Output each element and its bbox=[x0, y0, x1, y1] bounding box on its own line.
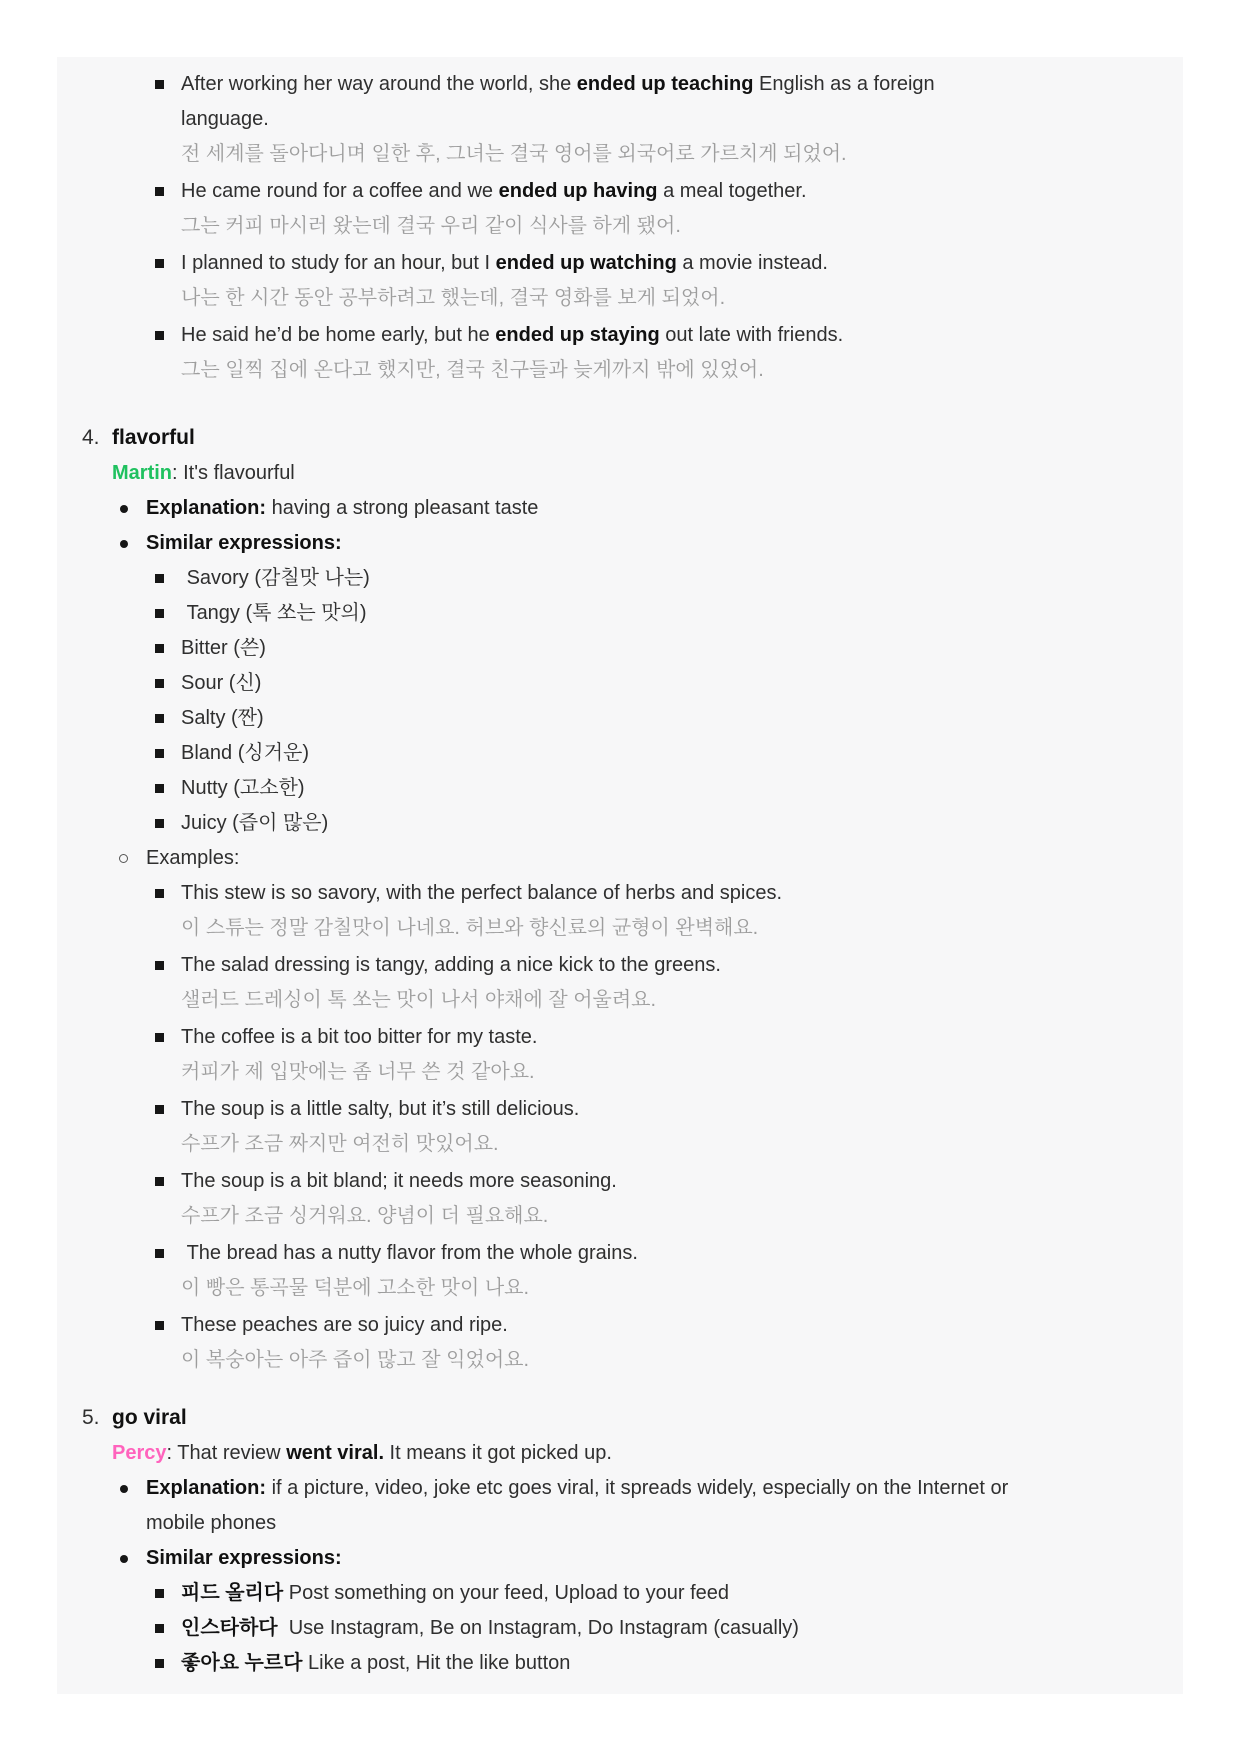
example-item bbox=[57, 876, 1175, 946]
item5-similar-heading bbox=[57, 1541, 1175, 1576]
similar-english: Use Instagram, Be on Instagram, Do Instagram (casually) bbox=[277, 1617, 799, 1639]
speaker-name: Martin bbox=[112, 462, 172, 484]
square-bullet-icon bbox=[155, 1177, 164, 1186]
example-english: This stew is so savory, with the perfect balance of herbs and spices. bbox=[181, 882, 783, 904]
example-korean: 그는 커피 마시러 왔는데 결국 우리 같이 식사를 하게 됐어. bbox=[181, 215, 681, 237]
example-korean: 샐러드 드레싱이 톡 쏘는 맛이 나서 야채에 잘 어울려요. bbox=[181, 989, 657, 1011]
item4-speaker-line bbox=[57, 456, 1175, 491]
similar-item bbox=[57, 1646, 1175, 1681]
similar-item bbox=[57, 631, 1175, 666]
example-english: After working her way around the world, she ended up teaching English as a foreign language. bbox=[181, 73, 941, 130]
square-bullet-icon bbox=[155, 574, 164, 583]
similar-english: Post something on your feed, Upload to your feed bbox=[283, 1582, 730, 1604]
example-korean: 이 스튜는 정말 감칠맛이 나네요. 허브와 향신료의 균형이 완벽해요. bbox=[181, 917, 759, 939]
square-bullet-icon bbox=[155, 1624, 164, 1633]
example-english: The soup is a bit bland; it needs more seasoning. bbox=[181, 1170, 617, 1192]
example-english: He came round for a coffee and we ended up having a meal together. bbox=[181, 180, 807, 202]
square-bullet-icon bbox=[155, 1249, 164, 1258]
similar-item bbox=[57, 701, 1175, 736]
item-title: flavorful bbox=[112, 426, 195, 449]
square-bullet-icon bbox=[155, 187, 164, 196]
example-item bbox=[57, 67, 1175, 172]
square-bullet-icon bbox=[155, 80, 164, 89]
similar-item bbox=[57, 771, 1175, 806]
explanation-text: if a picture, video, joke etc goes viral, it spreads widely, especially on the Internet or mobile phones bbox=[146, 1477, 1014, 1534]
disc-bullet-icon bbox=[120, 540, 128, 548]
example-english: I planned to study for an hour, but I ended up watching a movie instead. bbox=[181, 252, 828, 274]
square-bullet-icon bbox=[155, 1659, 164, 1668]
square-bullet-icon bbox=[155, 1321, 164, 1330]
example-item bbox=[57, 1236, 1175, 1306]
similar-english: Like a post, Hit the like button bbox=[302, 1652, 571, 1674]
square-bullet-icon bbox=[155, 259, 164, 268]
example-korean: 이 빵은 통곡물 덕분에 고소한 맛이 나요. bbox=[181, 1277, 530, 1299]
similar-text: Sour (신) bbox=[181, 672, 262, 694]
example-english: The coffee is a bit too bitter for my taste. bbox=[181, 1026, 538, 1048]
similar-korean: 인스타하다 bbox=[181, 1617, 278, 1639]
square-bullet-icon bbox=[155, 1589, 164, 1598]
item4-similar-heading bbox=[57, 526, 1175, 561]
similar-item bbox=[57, 561, 1175, 596]
square-bullet-icon bbox=[155, 1105, 164, 1114]
square-bullet-icon bbox=[155, 784, 164, 793]
square-bullet-icon bbox=[155, 609, 164, 618]
similar-text: Savory (감칠맛 나는) bbox=[181, 567, 370, 589]
square-bullet-icon bbox=[155, 644, 164, 653]
example-korean: 나는 한 시간 동안 공부하려고 했는데, 결국 영화를 보게 되었어. bbox=[181, 287, 726, 309]
similar-item bbox=[57, 1576, 1175, 1611]
notes-panel bbox=[57, 57, 1183, 1694]
explanation-label: Explanation: bbox=[146, 1477, 267, 1499]
square-bullet-icon bbox=[155, 1033, 164, 1042]
example-english: The bread has a nutty flavor from the whole grains. bbox=[181, 1242, 638, 1264]
example-korean: 수프가 조금 짜지만 여전히 맛있어요. bbox=[181, 1133, 499, 1155]
similar-text: Salty (짠) bbox=[181, 707, 264, 729]
example-item bbox=[57, 1308, 1175, 1378]
example-english: These peaches are so juicy and ripe. bbox=[181, 1314, 508, 1336]
disc-bullet-icon bbox=[120, 1555, 128, 1563]
item4-explanation bbox=[57, 491, 1175, 526]
example-item bbox=[57, 948, 1175, 1018]
example-item bbox=[57, 1164, 1175, 1234]
examples-label: Examples: bbox=[146, 847, 240, 869]
speaker-name: Percy bbox=[112, 1442, 167, 1464]
square-bullet-icon bbox=[155, 714, 164, 723]
similar-korean: 좋아요 누르다 bbox=[181, 1652, 303, 1674]
circle-bullet-icon bbox=[119, 854, 128, 863]
square-bullet-icon bbox=[155, 331, 164, 340]
similar-korean: 피드 올리다 bbox=[181, 1582, 284, 1604]
example-english: He said he’d be home early, but he ended up staying out late with friends. bbox=[181, 324, 844, 346]
similar-label: Similar expressions: bbox=[146, 1547, 342, 1569]
example-english: The salad dressing is tangy, adding a nice kick to the greens. bbox=[181, 954, 721, 976]
item5-explanation bbox=[57, 1471, 1175, 1541]
similar-item bbox=[57, 596, 1175, 631]
example-korean: 전 세계를 돌아다니며 일한 후, 그녀는 결국 영어를 외국어로 가르치게 되었어. bbox=[181, 143, 847, 165]
similar-item bbox=[57, 1611, 1175, 1646]
item5-heading bbox=[57, 1400, 1175, 1436]
similar-item bbox=[57, 806, 1175, 841]
example-item bbox=[57, 1020, 1175, 1090]
example-korean: 그는 일찍 집에 온다고 했지만, 결국 친구들과 늦게까지 밖에 있었어. bbox=[181, 359, 764, 381]
similar-item bbox=[57, 666, 1175, 701]
similar-text: Bitter (쓴) bbox=[181, 637, 266, 659]
example-english: The soup is a little salty, but it’s still delicious. bbox=[181, 1098, 580, 1120]
similar-item bbox=[57, 736, 1175, 771]
item-number: 5. bbox=[82, 1406, 100, 1429]
explanation-label: Explanation: bbox=[146, 497, 267, 519]
example-item bbox=[57, 174, 1175, 244]
example-item bbox=[57, 246, 1175, 316]
explanation-text: having a strong pleasant taste bbox=[266, 497, 539, 519]
item5-speaker-line bbox=[57, 1436, 1175, 1471]
example-korean: 커피가 제 입맛에는 좀 너무 쓴 것 같아요. bbox=[181, 1061, 535, 1083]
similar-label: Similar expressions: bbox=[146, 532, 342, 554]
square-bullet-icon bbox=[155, 961, 164, 970]
disc-bullet-icon bbox=[120, 1485, 128, 1493]
square-bullet-icon bbox=[155, 819, 164, 828]
example-korean: 수프가 조금 싱거워요. 양념이 더 필요해요. bbox=[181, 1205, 549, 1227]
square-bullet-icon bbox=[155, 889, 164, 898]
item-number: 4. bbox=[82, 426, 100, 449]
similar-text: Tangy (톡 쏘는 맛의) bbox=[181, 602, 367, 624]
item4-examples-heading bbox=[57, 841, 1175, 876]
similar-text: Bland (싱거운) bbox=[181, 742, 309, 764]
item4-heading bbox=[57, 420, 1175, 456]
disc-bullet-icon bbox=[120, 505, 128, 513]
example-item bbox=[57, 1092, 1175, 1162]
square-bullet-icon bbox=[155, 749, 164, 758]
speaker-quote: : That review went viral. It means it got picked up. bbox=[166, 1442, 612, 1464]
square-bullet-icon bbox=[155, 679, 164, 688]
example-item bbox=[57, 318, 1175, 388]
example-korean: 이 복숭아는 아주 즙이 많고 잘 익었어요. bbox=[181, 1349, 530, 1371]
similar-text: Juicy (즙이 많은) bbox=[181, 812, 329, 834]
speaker-quote: : It's flavourful bbox=[172, 462, 295, 484]
item-title: go viral bbox=[112, 1406, 187, 1429]
similar-text: Nutty (고소한) bbox=[181, 777, 305, 799]
